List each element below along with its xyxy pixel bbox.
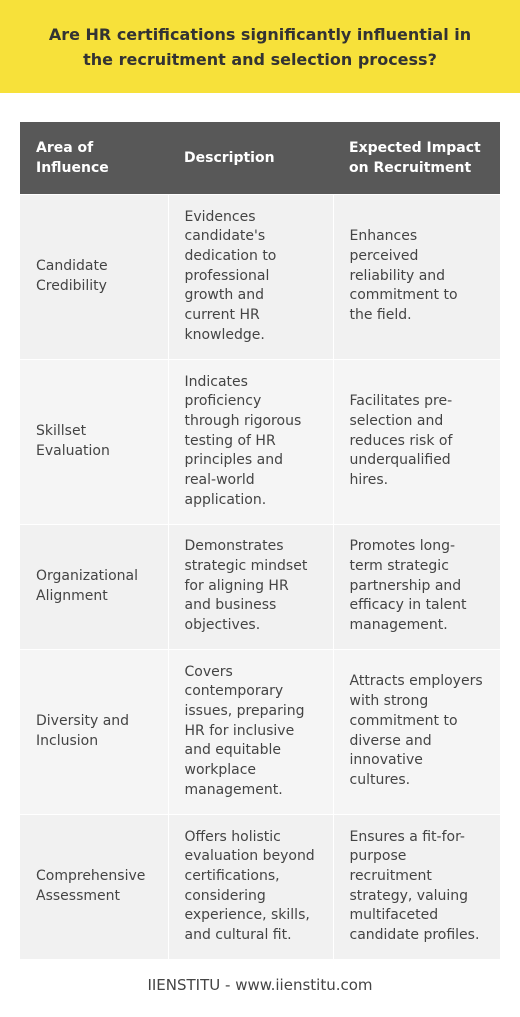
cell-area: Candidate Credibility xyxy=(20,194,168,359)
table-row xyxy=(20,524,500,649)
page-title: Are HR certifications significantly influential in the recruitment and selection process? xyxy=(48,24,472,69)
cell-impact: Ensures a fit-for-purpose recruitment strategy, valuing multifaceted candidate profiles. xyxy=(333,814,500,959)
influence-table-container xyxy=(20,122,500,959)
cell-description: Covers contemporary issues, preparing HR for inclusive and equitable workplace management. xyxy=(168,649,333,814)
cell-description: Demonstrates strategic mindset for aligning HR and business objectives. xyxy=(168,524,333,649)
cell-area: Organizational Alignment xyxy=(20,524,168,649)
table-row xyxy=(20,649,500,814)
cell-description: Offers holistic evaluation beyond certifications, considering experience, skills, and cultural fit. xyxy=(168,814,333,959)
table-row xyxy=(20,814,500,959)
cell-area: Comprehensive Assessment xyxy=(20,814,168,959)
cell-area: Skillset Evaluation xyxy=(20,359,168,524)
table-row xyxy=(20,194,500,359)
footer-credit: IIENSTITU - www.iienstitu.com xyxy=(147,976,373,994)
cell-description: Evidences candidate's dedication to professional growth and current HR knowledge. xyxy=(168,194,333,359)
column-header-impact: Expected Impact on Recruitment xyxy=(333,122,500,194)
cell-area: Diversity and Inclusion xyxy=(20,649,168,814)
influence-table xyxy=(20,122,500,959)
column-header-description: Description xyxy=(168,122,333,194)
cell-impact: Enhances perceived reliability and commitment to the field. xyxy=(333,194,500,359)
title-banner xyxy=(0,0,520,93)
cell-description: Indicates proficiency through rigorous testing of HR principles and real-world application. xyxy=(168,359,333,524)
column-header-area: Area of Influence xyxy=(20,122,168,194)
table-row xyxy=(20,359,500,524)
cell-impact: Facilitates pre-selection and reduces risk of underqualified hires. xyxy=(333,359,500,524)
table-header-row xyxy=(20,122,500,194)
cell-impact: Promotes long-term strategic partnership and efficacy in talent management. xyxy=(333,524,500,649)
cell-impact: Attracts employers with strong commitment to diverse and innovative cultures. xyxy=(333,649,500,814)
